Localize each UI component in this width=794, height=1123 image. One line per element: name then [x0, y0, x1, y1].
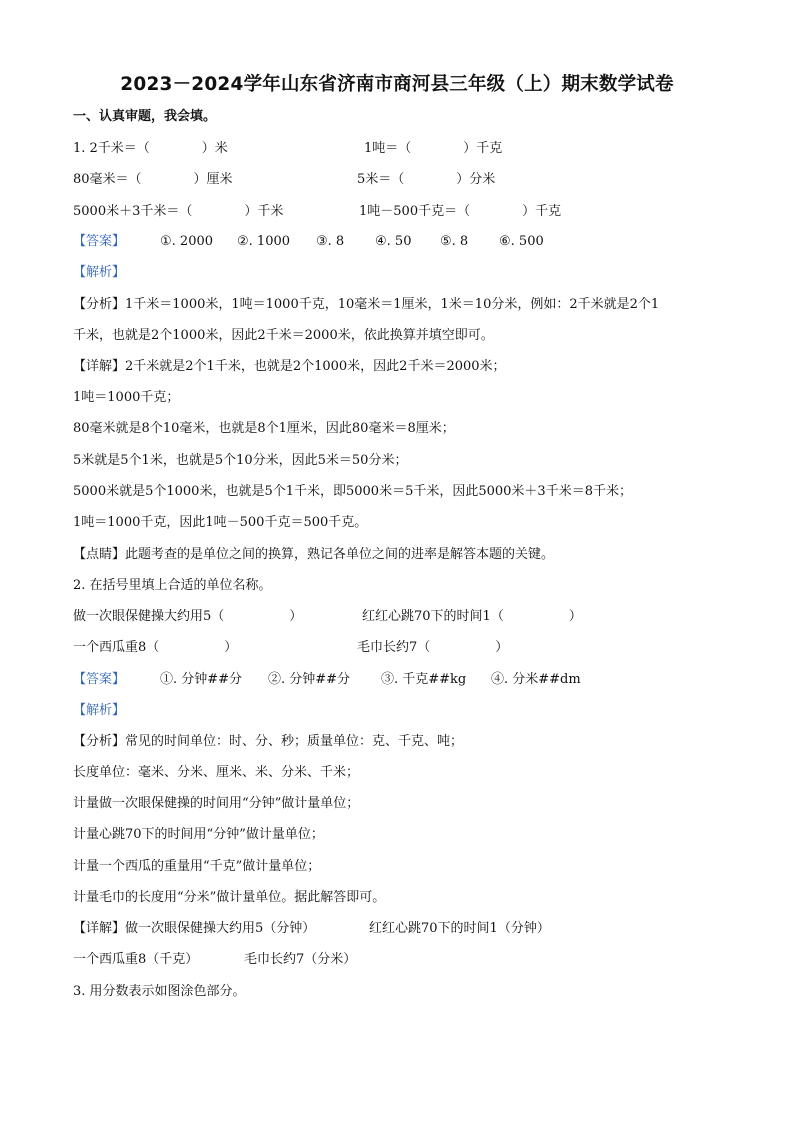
q2-answer-1: ①. 分钟##分 — [160, 672, 243, 687]
q2-answer-4: ④. 分米##dm — [491, 672, 581, 687]
q2-row1-right: 红红心跳70下的时间1（ ） — [362, 609, 582, 624]
q1-detail-line6: 1吨＝1000千克，因此1吨－500千克＝500千克。 — [73, 515, 368, 530]
q2-jiexi-tag: 【解析】 — [73, 703, 126, 718]
q1-answer-1: ①. 2000 — [160, 234, 214, 249]
page-title: 2023－2024学年山东省济南市商河县三年级（上）期末数学试卷 — [120, 74, 674, 95]
q1-answer-6: ⑥. 500 — [499, 234, 544, 249]
q1-answer-4: ④. 50 — [375, 234, 412, 249]
q2-detail-line1-right: 红红心跳70下的时间1（分钟） — [369, 921, 550, 936]
q1-fenxi-line2: 千米，也就是2个1000米，因此2千米＝2000米，依此换算并填空即可。 — [73, 328, 494, 343]
q2-row2-right: 毛巾长约7（ ） — [357, 640, 509, 655]
q1-dianjing: 【点睛】此题考查的是单位之间的换算，熟记各单位之间的进率是解答本题的关键。 — [73, 547, 555, 562]
q2-row1-left: 做一次眼保健操大约用5（ ） — [73, 609, 303, 624]
q2-detail-line2-left: 一个西瓜重8（千克） — [73, 952, 199, 967]
q2-fenxi-line2: 长度单位：毫米、分米、厘米、米、分米、千米； — [73, 765, 360, 780]
q2-fenxi-line6: 计量毛巾的长度用“分米”做计量单位。据此解答即可。 — [73, 890, 386, 905]
q2-detail-line1-left: 【详解】做一次眼保健操大约用5（分钟） — [73, 921, 316, 936]
q1-detail-line1: 【详解】2千米就是2个1千米，也就是2个1000米，因此2千米＝2000米； — [73, 359, 506, 374]
q1-fenxi-line1: 【分析】1千米＝1000米，1吨＝1000千克，10毫米＝1厘米，1米＝10分米，例如：2千米就是2个1 — [73, 297, 660, 312]
q1-answer-2: ②. 1000 — [237, 234, 291, 249]
q1-detail-line2: 1吨＝1000千克； — [73, 390, 180, 405]
q1-detail-line4: 5米就是5个1米，也就是5个10分米，因此5米＝50分米； — [73, 453, 408, 468]
q1-row3-left: 5000米＋3千米＝（ ）千米 — [73, 204, 284, 219]
q2-row2-left: 一个西瓜重8（ ） — [73, 640, 238, 655]
q2-answer-3: ③. 千克##kg — [381, 672, 467, 687]
q1-row3-right: 1吨－500千克＝（ ）千克 — [359, 204, 562, 219]
q1-row1-right: 1吨＝（ ）千克 — [364, 141, 503, 156]
q1-row1-left: 1. 2千米＝（ ）米 — [73, 141, 228, 156]
q1-answer-5: ⑤. 8 — [440, 234, 469, 249]
section-heading: 一、认真审题，我会填。 — [73, 109, 217, 124]
q1-detail-line3: 80毫米就是8个10毫米，也就是8个1厘米，因此80毫米＝8厘米； — [73, 421, 455, 436]
q2-detail-line2-right: 毛巾长约7（分米） — [244, 952, 357, 967]
q2-fenxi-line1: 【分析】常见的时间单位：时、分、秒；质量单位：克、千克、吨； — [73, 734, 464, 749]
q1-detail-line5: 5000米就是5个1000米，也就是5个1千米，即5000米＝5千米，因此5000米＋3千米＝8千米； — [73, 484, 632, 499]
q1-row2-left: 80毫米＝（ ）厘米 — [73, 172, 233, 187]
q2-stem: 2. 在括号里填上合适的单位名称。 — [73, 578, 272, 593]
q2-fenxi-line4: 计量心跳70下的时间用“分钟”做计量单位； — [73, 827, 324, 842]
q1-row2-right: 5米＝（ ）分米 — [357, 172, 496, 187]
q1-answer-tag: 【答案】 — [73, 234, 126, 249]
q2-fenxi-line5: 计量一个西瓜的重量用“千克”做计量单位； — [73, 859, 321, 874]
q1-jiexi-tag: 【解析】 — [73, 265, 126, 280]
q2-fenxi-line3: 计量做一次眼保健操的时间用“分钟”做计量单位； — [73, 796, 360, 811]
q2-answer-2: ②. 分钟##分 — [268, 672, 351, 687]
q3-stem: 3. 用分数表示如图涂色部分。 — [73, 984, 246, 999]
q1-answer-3: ③. 8 — [316, 234, 345, 249]
q2-answer-tag: 【答案】 — [73, 672, 126, 687]
